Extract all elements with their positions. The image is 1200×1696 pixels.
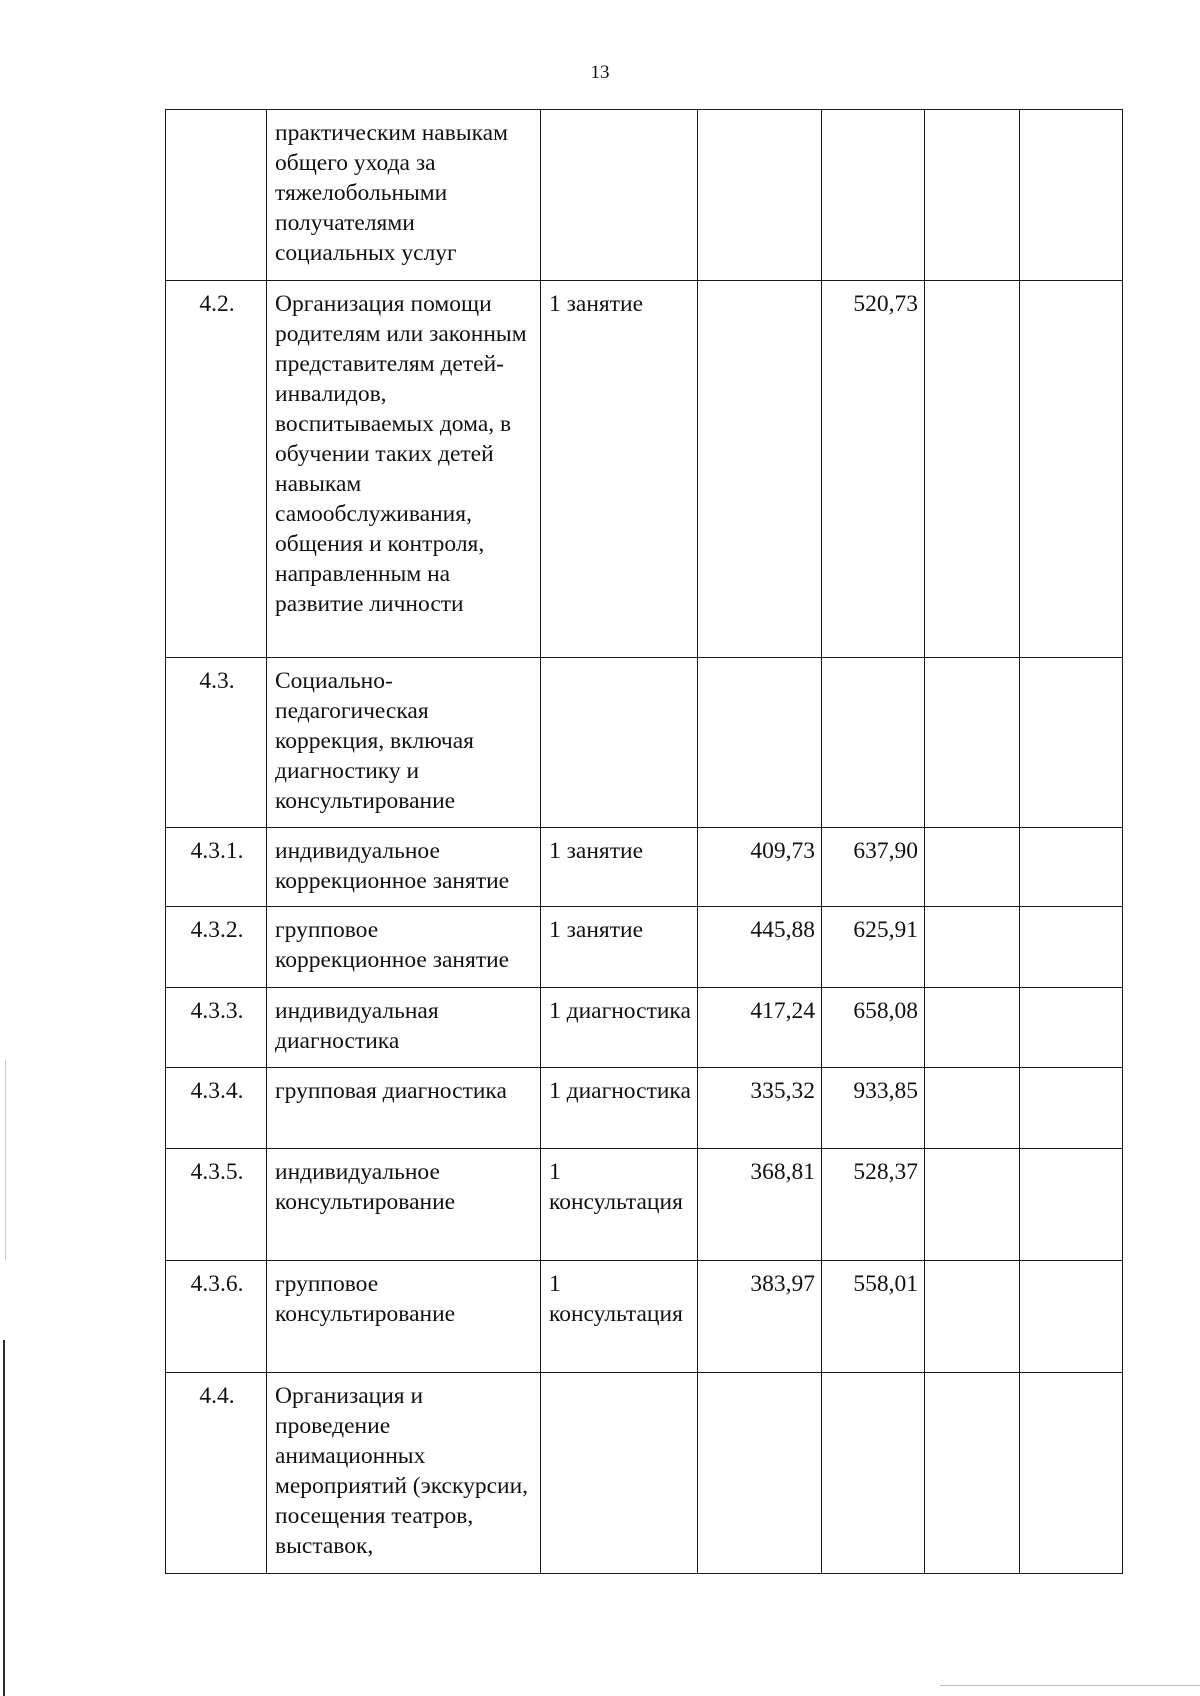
- price-cell: 658,08: [822, 988, 925, 1068]
- empty-cell: [1020, 281, 1123, 658]
- service-name: индивидуальное коррекционное занятие: [267, 828, 541, 907]
- price-cell: [822, 1373, 925, 1574]
- table-row: [166, 988, 1123, 1068]
- table-row: [166, 1261, 1123, 1373]
- empty-cell: [925, 1261, 1020, 1373]
- empty-cell: [925, 110, 1020, 281]
- row-number: 4.3.6.: [166, 1261, 267, 1373]
- service-unit: 1 занятие: [541, 907, 698, 988]
- scan-artifact: [940, 1685, 1200, 1686]
- price-cell: 528,37: [822, 1149, 925, 1261]
- table-row: [166, 1068, 1123, 1149]
- service-name: групповое коррекционное занятие: [267, 907, 541, 988]
- service-unit: 1 занятие: [541, 828, 698, 907]
- price-cell: [698, 658, 822, 828]
- row-number: 4.4.: [166, 1373, 267, 1574]
- empty-cell: [925, 1373, 1020, 1574]
- price-cell: 558,01: [822, 1261, 925, 1373]
- empty-cell: [1020, 907, 1123, 988]
- row-number: 4.3.4.: [166, 1068, 267, 1149]
- service-unit: [541, 1373, 698, 1574]
- table-row: [166, 1373, 1123, 1574]
- empty-cell: [1020, 110, 1123, 281]
- empty-cell: [1020, 1149, 1123, 1261]
- empty-cell: [1020, 1261, 1123, 1373]
- empty-cell: [925, 988, 1020, 1068]
- service-name: индивидуальная диагностика: [267, 988, 541, 1068]
- empty-cell: [1020, 828, 1123, 907]
- service-unit: 1 диагностика: [541, 1068, 698, 1149]
- price-cell: 445,88: [698, 907, 822, 988]
- empty-cell: [925, 907, 1020, 988]
- scan-artifact: [3, 1340, 5, 1696]
- price-cell: 368,81: [698, 1149, 822, 1261]
- price-cell: 383,97: [698, 1261, 822, 1373]
- empty-cell: [925, 281, 1020, 658]
- services-price-table: [165, 109, 1123, 1574]
- price-cell: [698, 110, 822, 281]
- row-number: 4.3.5.: [166, 1149, 267, 1261]
- row-number: [166, 110, 267, 281]
- service-name: практическим навыкам общего ухода за тяжелобольными получателями социальных услуг: [267, 110, 541, 281]
- price-cell: [822, 110, 925, 281]
- price-cell: 520,73: [822, 281, 925, 658]
- row-number: 4.3.3.: [166, 988, 267, 1068]
- service-unit: 1 консультация: [541, 1149, 698, 1261]
- price-cell: [822, 658, 925, 828]
- price-cell: 933,85: [822, 1068, 925, 1149]
- service-name: Социально-педагогическая коррекция, включая диагностику и консультирование: [267, 658, 541, 828]
- table-row: [166, 110, 1123, 281]
- empty-cell: [925, 1149, 1020, 1261]
- service-name: Организация и проведение анимационных мероприятий (экскурсии, посещения театров, выставок,: [267, 1373, 541, 1574]
- row-number: 4.3.2.: [166, 907, 267, 988]
- empty-cell: [1020, 988, 1123, 1068]
- service-unit: 1 занятие: [541, 281, 698, 658]
- empty-cell: [1020, 658, 1123, 828]
- empty-cell: [1020, 1068, 1123, 1149]
- service-name: индивидуальное консультирование: [267, 1149, 541, 1261]
- row-number: 4.3.1.: [166, 828, 267, 907]
- price-cell: 637,90: [822, 828, 925, 907]
- price-cell: [698, 281, 822, 658]
- table-row: [166, 828, 1123, 907]
- scan-artifact: [5, 1060, 6, 1260]
- price-cell: 625,91: [822, 907, 925, 988]
- price-cell: 409,73: [698, 828, 822, 907]
- price-cell: [698, 1373, 822, 1574]
- service-unit: [541, 110, 698, 281]
- service-unit: 1 диагностика: [541, 988, 698, 1068]
- service-unit: 1 консультация: [541, 1261, 698, 1373]
- service-name: групповая диагностика: [267, 1068, 541, 1149]
- empty-cell: [925, 1068, 1020, 1149]
- empty-cell: [925, 828, 1020, 907]
- row-number: 4.2.: [166, 281, 267, 658]
- page-number: 13: [590, 62, 610, 83]
- price-cell: 335,32: [698, 1068, 822, 1149]
- empty-cell: [1020, 1373, 1123, 1574]
- service-name: Организация помощи родителям или законным представителям детей-инвалидов, воспитываемых дома, в обучении таких детей навыкам самообслуживания, общения и контроля, направленным на развитие личности: [267, 281, 541, 658]
- table-row: [166, 1149, 1123, 1261]
- table-row: [166, 281, 1123, 658]
- price-cell: 417,24: [698, 988, 822, 1068]
- row-number: 4.3.: [166, 658, 267, 828]
- service-name: групповое консультирование: [267, 1261, 541, 1373]
- service-unit: [541, 658, 698, 828]
- table-row: [166, 658, 1123, 828]
- table-row: [166, 907, 1123, 988]
- empty-cell: [925, 658, 1020, 828]
